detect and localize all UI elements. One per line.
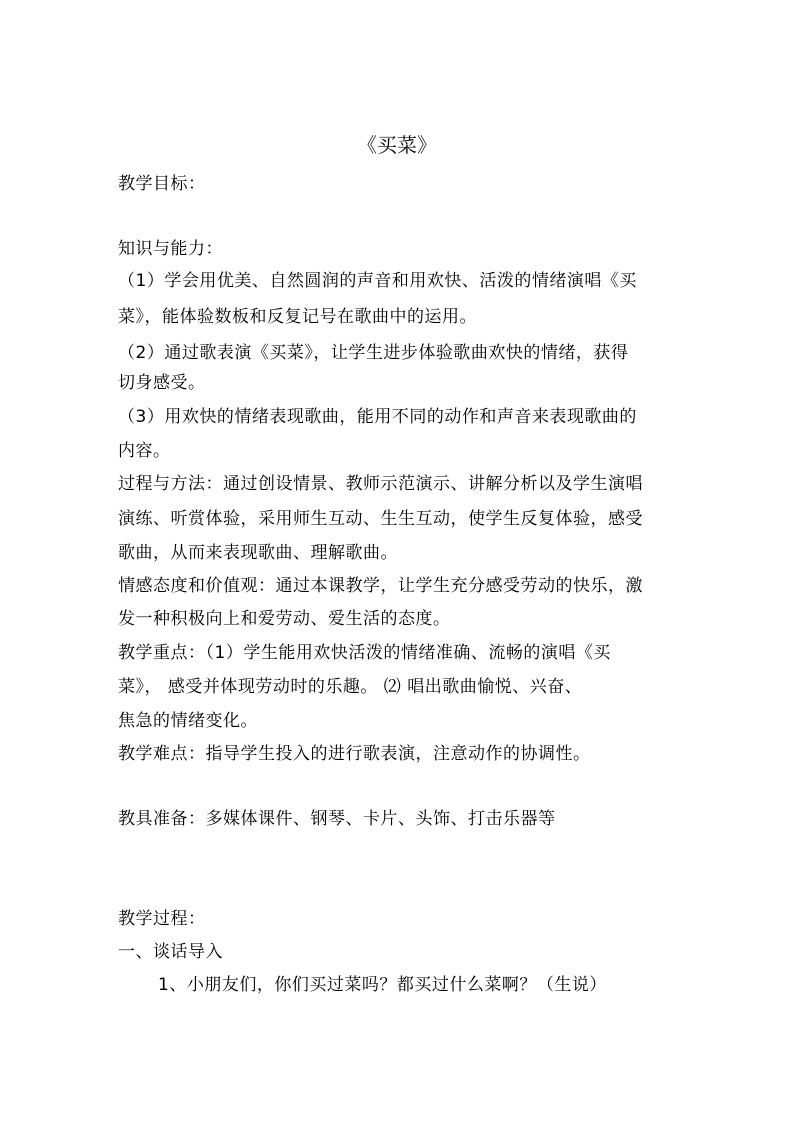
objective-3-line-1: （3）用欢快的情绪表现歌曲，能用不同的动作和声音来表现歌曲的 <box>118 407 637 427</box>
section-1-heading: 一、谈话导入 <box>118 942 223 962</box>
objective-1-line-1: （1）学会用优美、自然圆润的声音和用欢快、活泼的情绪演唱《买 <box>118 271 637 291</box>
teaching-process-heading: 教学过程： <box>118 909 206 929</box>
step-1-text: 1、小朋友们，你们买过菜吗？都买过什么菜啊？（生说） <box>158 975 607 995</box>
teaching-difficulty: 教学难点：指导学生投入的进行歌表演，注意动作的协调性。 <box>118 744 591 764</box>
objective-3-line-2: 内容。 <box>118 441 171 461</box>
objective-2-line-1: （2）通过歌表演《买菜》，让学生进步体验歌曲欢快的情绪，获得 <box>118 343 629 363</box>
objective-1-line-2: 菜》，能体验数板和反复记号在歌曲中的运用。 <box>118 307 477 327</box>
teaching-objectives-heading: 教学目标： <box>118 174 206 194</box>
teaching-aids: 教具准备：多媒体课件、钢琴、卡片、头饰、打击乐器等 <box>118 809 556 829</box>
teaching-focus-line-2: 菜》， 感受并体现劳动时的乐趣。 ⑵ 唱出歌曲愉悦、兴奋、 <box>118 677 583 697</box>
teaching-focus-line-1: 教学重点：（1）学生能用欢快活泼的情绪准确、流畅的演唱《买 <box>118 643 611 663</box>
process-method-line-2: 演练、听赏体验，采用师生互动、生生互动，使学生反复体验，感受 <box>118 509 643 529</box>
emotion-values-line-2: 发一种积极向上和爱劳动、爱生活的态度。 <box>118 609 451 629</box>
teaching-focus-line-3: 焦急的情绪变化。 <box>118 711 258 731</box>
knowledge-ability-heading: 知识与能力： <box>118 239 223 259</box>
objective-2-line-2: 切身感受。 <box>118 373 206 393</box>
emotion-values-line-1: 情感态度和价值观：通过本课教学，让学生充分感受劳动的快乐，激 <box>118 576 643 596</box>
process-method-line-1: 过程与方法：通过创设情景、教师示范演示、讲解分析以及学生演唱 <box>118 474 643 494</box>
process-method-line-3: 歌曲，从而来表现歌曲、理解歌曲。 <box>118 543 398 563</box>
document-title: 《买菜》 <box>357 133 437 157</box>
